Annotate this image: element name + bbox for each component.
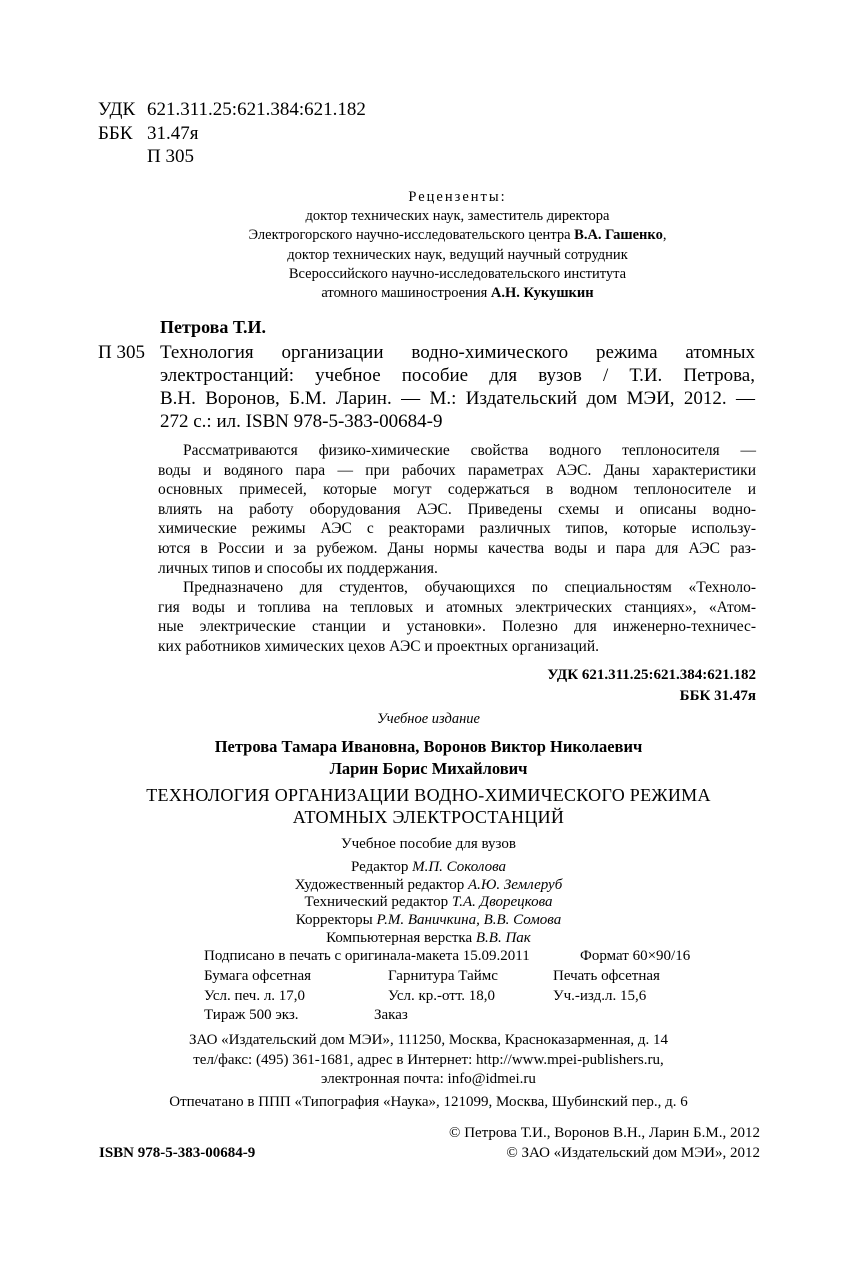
authors-full [0,736,857,779]
reviewer-line: Всероссийского научно-исследовательского института [288,265,627,282]
abstract-line: ются в России и за рубежом. Даны нормы качества воды и пара для АЭС раз- [158,539,756,557]
publisher-info [0,1031,857,1090]
abstract-line: личных типов и способы их поддержания. [158,559,438,577]
isbn: ISBN 978-5-383-00684-9 [99,1145,256,1161]
printed-at: Отпечатано в ППП «Типография «Наука», 121099, Москва, Шубинский пер., д. 6 [169,1094,688,1110]
abstract-line: ные электрические станции и установки». Полезно для инженерно-техничес- [158,618,756,636]
abstract-paragraph [158,578,756,656]
reviewers-heading: Рецензенты: [408,189,507,205]
reviewer-line [200,284,715,303]
title-line: ТЕХНОЛОГИЯ ОРГАНИЗАЦИИ ВОДНО-ХИМИЧЕСКОГО РЕЖИМА [146,785,711,805]
udk-code-line [98,99,366,120]
print-sheets: Усл. печ. л. 17,0 [204,987,306,1004]
reviewers-block [200,188,715,303]
copyright-authors: © Петрова Т.И., Воронов В.Н., Ларин Б.М., 2012 [449,1125,760,1141]
biblio-line: 272 с.: ил. ISBN 978-5-383-00684-9 [160,411,443,432]
abstract-line: воды и водяного пара — при рабочих параметрах АЭС. Даны характеристики [158,461,756,479]
authors-line: Ларин Борис Михайлович [329,758,528,778]
pub-sheets: Уч.-изд.л. 15,6 [553,987,647,1004]
author-code: П 305 [147,146,194,167]
abstract-line: Рассматриваются физико-химические свойства водного теплоносителя — [183,442,756,459]
reviewer-name: А.Н. Кукушкин [490,285,594,302]
credit-role: Редактор [351,859,413,875]
reviewer-punct: , [662,227,667,244]
paper-type: Бумага офсетная [204,967,312,984]
title-line: АТОМНЫХ ЭЛЕКТРОСТАНЦИЙ [292,807,565,827]
print-run: Тираж 500 экз. [204,1007,299,1024]
credit-name: Т.А. Дворецкова [451,894,553,911]
abstract-line: ких работников химических цехов АЭС и проектных организаций. [158,637,599,655]
biblio-line: электростанций: учебное пособие для вузов / Т.И. Петрова, [160,365,755,386]
biblio-text [160,341,755,433]
bbk-value: 31.47я [147,123,199,144]
book-subtitle: Учебное пособие для вузов [341,836,516,852]
biblio-line: В.Н. Воронов, Б.М. Ларин. — М.: Издательский дом МЭИ, 2012. — [160,388,755,409]
udk-label: УДК [98,99,136,120]
print-format: Формат 60×90/16 [580,948,691,964]
typeface: Гарнитура Таймс [388,967,498,984]
reviewer-line: доктор технических наук, ведущий научный сотрудник [287,246,628,263]
abstract-paragraph [158,441,756,578]
publisher-email: электронная почта: info@idmei.ru [321,1071,536,1087]
publisher-address: ЗАО «Издательский дом МЭИ», 111250, Москва, Красноказарменная, д. 14 [188,1032,669,1048]
abstract-line: Предназначено для студентов, обучающихся по специальностям «Техноло- [183,579,756,596]
authors-line: Петрова Тамара Ивановна, Воронов Виктор Николаевич [214,737,643,756]
edition-type: Учебное издание [377,711,480,727]
bbk-label: ББК [98,123,133,144]
reviewer-affiliation: Электрогорского научно-исследовательского центра [248,227,575,244]
reviewer-line [200,226,715,245]
print-signed: Подписано в печать с оригинала-макета 15.09.2011 [204,948,530,964]
credits-block [0,859,857,948]
credit-role: Технический редактор [304,894,452,911]
credit-role: Компьютерная верстка [326,929,476,946]
credit-art-editor [0,877,857,895]
biblio-line: Технология организации водно-химического режима атомных [160,342,755,363]
color-prints: Усл. кр.-отт. 18,0 [388,987,496,1004]
bbk-code-line [98,123,199,144]
credit-role: Корректоры [295,912,377,929]
copyright-publisher: © ЗАО «Издательский дом МЭИ», 2012 [506,1145,760,1161]
credit-name: М.П. Соколова [412,859,506,875]
reviewer-line: доктор технических наук, заместитель директора [305,208,610,225]
print-type: Печать офсетная [553,967,660,984]
publisher-contacts: тел/факс: (495) 361-1681, адрес в Интернет: http://www.mpei-publishers.ru, [193,1051,664,1068]
abstract-line: основных примесей, которые могут содержаться в водном теплоносителе и [158,481,756,499]
credit-role: Художественный редактор [294,876,468,893]
credit-editor [0,859,857,877]
abstract-line: химические режимы АЭС с реакторами различных типов, которые использу- [158,520,756,538]
abstract-line: гия воды и топлива на тепловых и атомных электрических станциях», «Атом- [158,598,756,616]
credit-name: В.В. Пак [475,929,531,946]
classification-bbk: ББК 31.47я [679,688,756,704]
credit-name: А.Ю. Землеруб [467,876,563,893]
credit-correctors [0,912,857,930]
biblio-author: Петрова Т.И. [160,317,267,337]
biblio-code: П 305 [98,342,145,363]
udk-value: 621.311.25:621.384:621.182 [147,99,366,120]
credit-tech-editor [0,894,857,912]
book-title [0,784,857,828]
classification-udk: УДК 621.311.25:621.384:621.182 [547,667,756,683]
abstract-line: влиять на работу оборудования АЭС. Приведены схемы и описаны водно- [158,500,756,518]
credit-layout [0,930,857,948]
reviewer-affiliation: атомного машиностроения [321,285,491,302]
order-number: Заказ [374,1007,408,1024]
credit-name: Р.М. Ваничкина, В.В. Сомова [376,912,562,929]
reviewer-name: В.А. Гашенко [574,227,663,244]
